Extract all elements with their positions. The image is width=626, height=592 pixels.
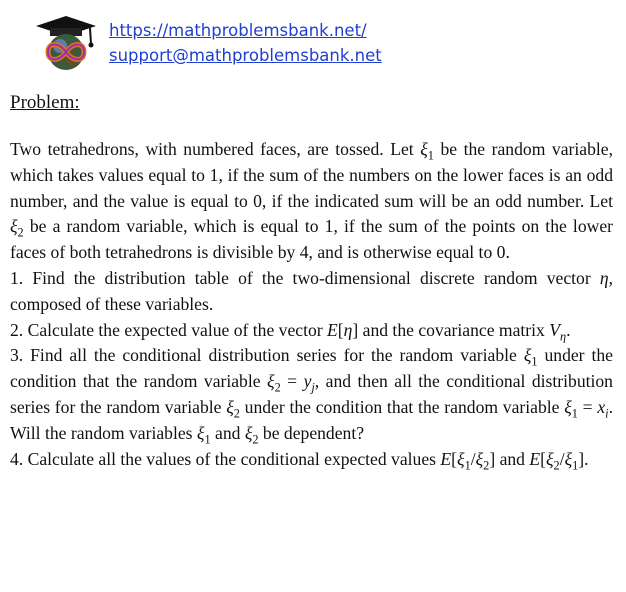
graduation-cap-logo-icon [34, 14, 98, 72]
problem-item-4: 4. Calculate all the values of the conditional expected values $E[\xi_1/\xi_2]$ and $E[\xi_2/\xi_1]$. [10, 448, 589, 473]
support-email-link[interactable]: support@mathproblemsbank.net [109, 46, 382, 65]
problem-item-3: 3. Find all the conditional distribution series for the random variable $\xi_1$ under the condition that the random variable $\xi_2 = y_j$, and then all the conditional distribution series for the random variable $\xi_2$ under the condition that the random variable $\xi_1 = x_i$. Will the random variables $\xi_1$ and $\xi_2$ be dependent? [10, 345, 613, 447]
site-url-link[interactable]: https://mathproblemsbank.net/ [109, 21, 367, 40]
problem-item-1: 1. Find the distribution table of the two-dimensional discrete random vector η, composed of these variables. [10, 267, 613, 314]
contact-links [109, 18, 382, 68]
problem-title: Problem: [10, 92, 80, 113]
header [34, 14, 594, 74]
problem-body [10, 137, 613, 472]
problem-intro: Two tetrahedrons, with numbered faces, are tossed. Let $\xi_1$ be the random variable, which takes values equal to 1, if the sum of the numbers on the lower faces is an odd number, and the value is equal to 0, if the indicated sum will be an odd number. Let $\xi_2$ be a random variable, which is equal to 1, if the sum of the points on the lower faces of both tetrahedrons is divisible by 4, and is otherwise equal to 0. [10, 139, 613, 263]
problem-item-2: 2. Calculate the expected value of the vector E[η] and the covariance matrix $V_\eta$. [10, 319, 571, 344]
